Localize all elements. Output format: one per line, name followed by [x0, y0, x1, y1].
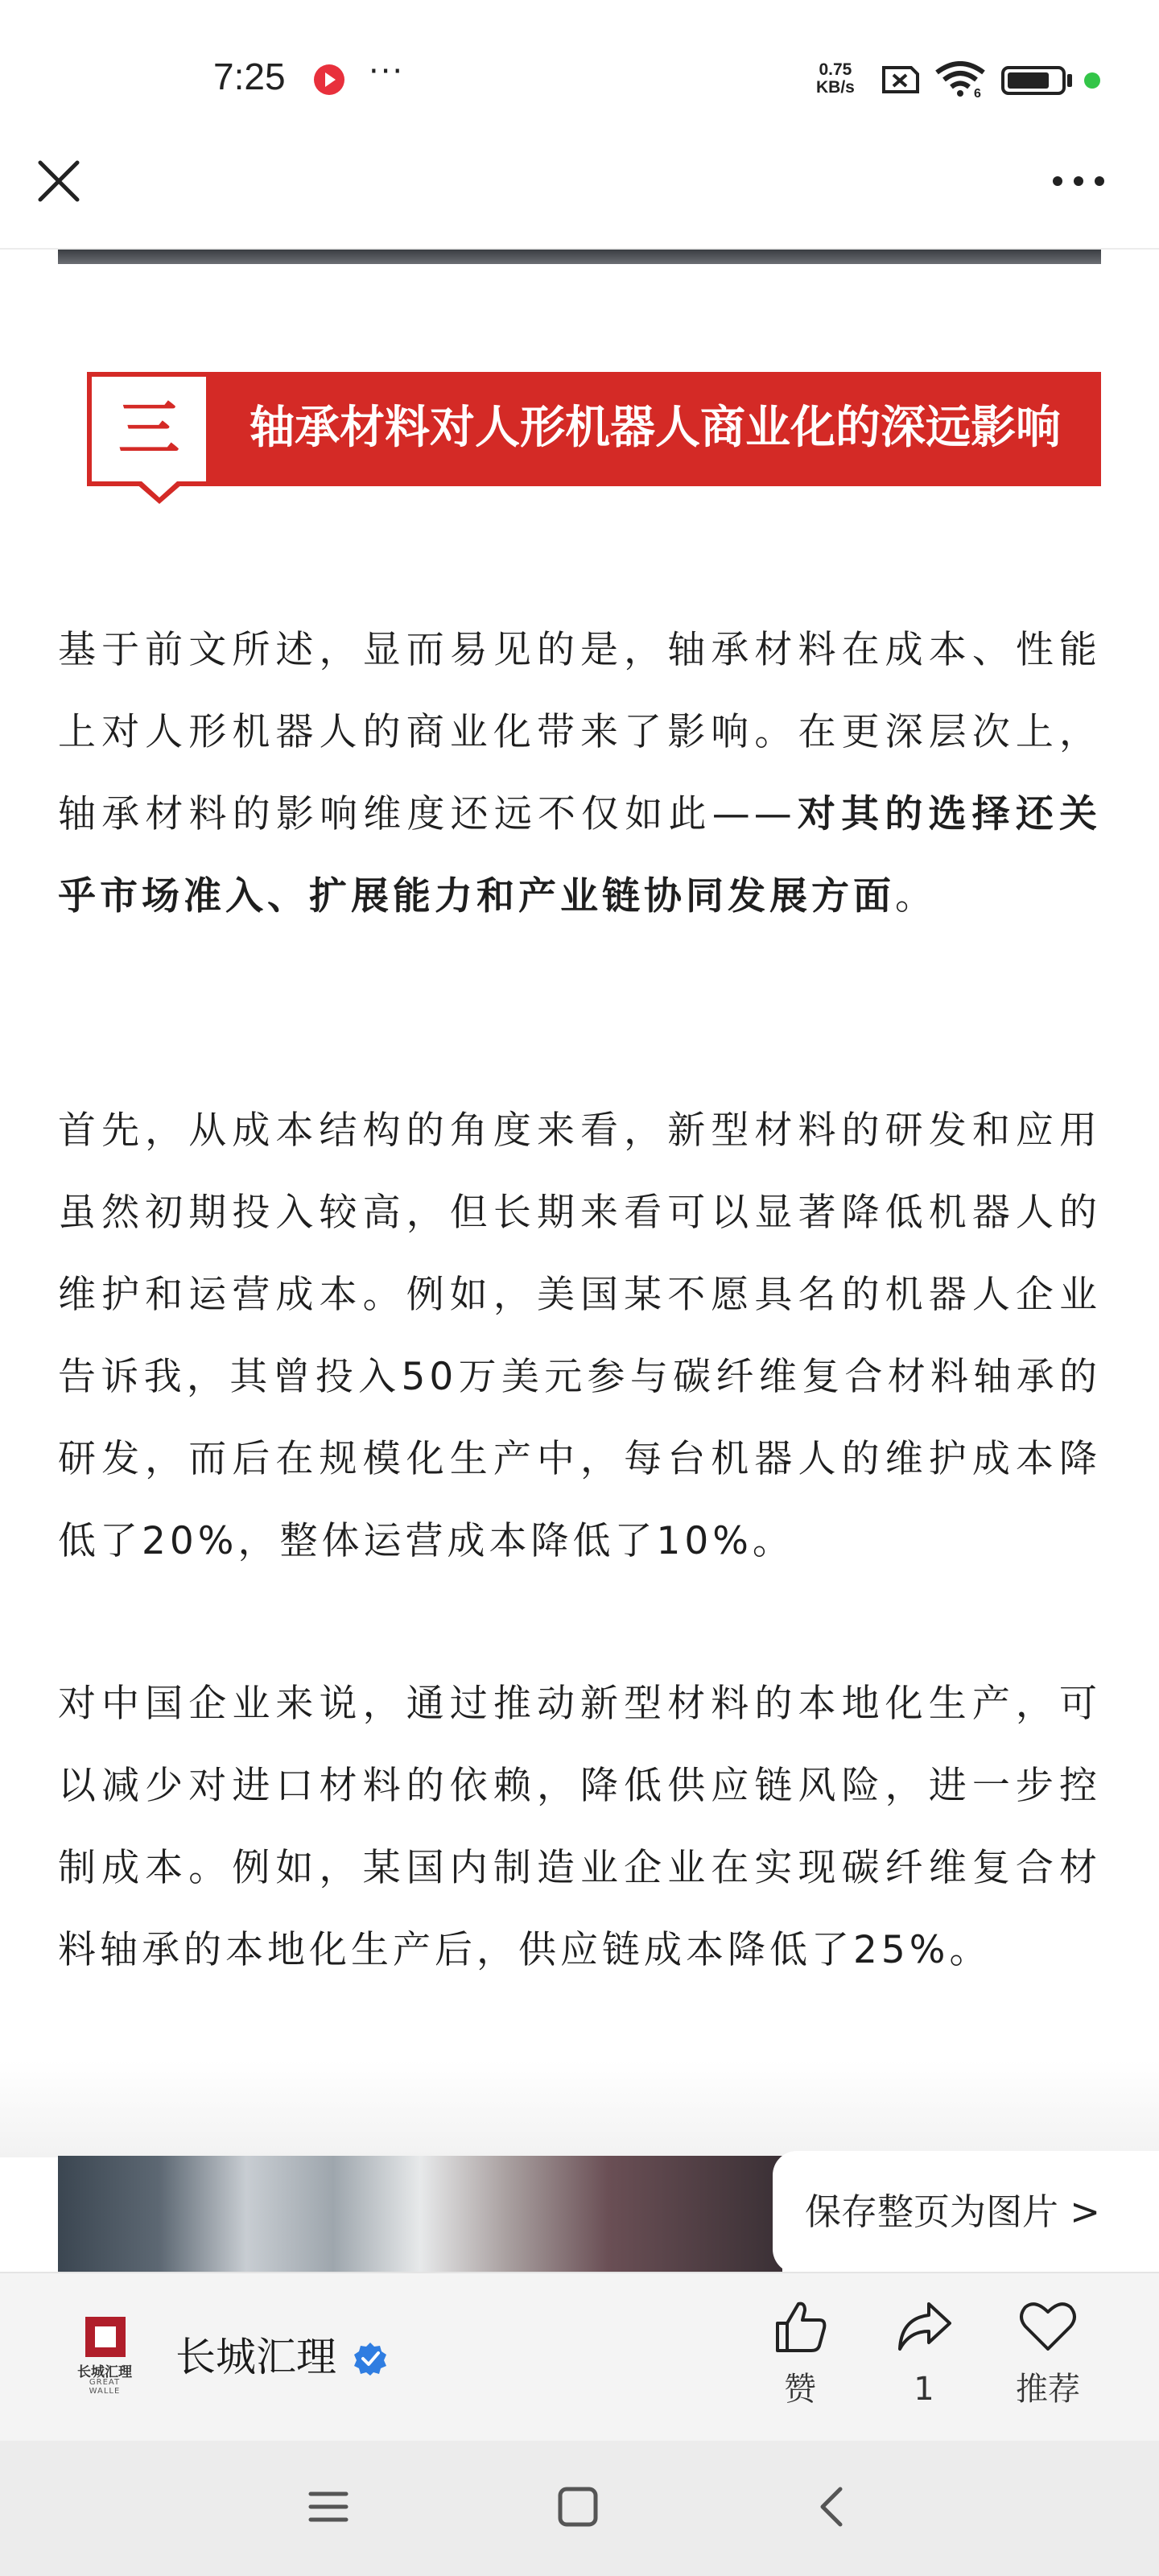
- recent-apps-icon[interactable]: [306, 2484, 351, 2529]
- share-button[interactable]: [868, 2296, 980, 2417]
- svg-text:6: 6: [974, 87, 981, 98]
- more-notifications-icon: ···: [369, 53, 405, 90]
- article-image-top[interactable]: [58, 250, 1101, 264]
- account-name[interactable]: 长城汇理: [175, 2334, 336, 2380]
- share-count: 1: [914, 2371, 934, 2408]
- section-number-box: [87, 372, 211, 486]
- battery-icon: [1001, 66, 1066, 95]
- close-icon[interactable]: [31, 153, 87, 209]
- privacy-indicator-dot: [1084, 72, 1100, 89]
- like-label: 赞: [784, 2371, 816, 2408]
- bottom-action-bar: [0, 2272, 1159, 2441]
- more-horizontal-icon[interactable]: [1046, 161, 1111, 201]
- battery-level: [1008, 72, 1049, 89]
- paragraph-bold-text: 对其的选择还关乎市场准入、扩展能力和产业链协同发展方面: [58, 792, 1102, 919]
- recommend-label: 推荐: [1016, 2371, 1080, 2408]
- logo-text-cn: 长城汇理: [77, 2364, 132, 2380]
- section-number: 三: [118, 393, 179, 464]
- article-paragraph: [58, 609, 1101, 938]
- logo-text-en: GREAT WALLE: [89, 2378, 121, 2396]
- article-image-bottom[interactable]: [58, 2156, 782, 2272]
- network-speed: [816, 61, 855, 97]
- paragraph-end: 。: [895, 874, 937, 919]
- paragraph-text: 基于前文所述，显而易见的是，轴承材料在成本、性能上对人形机器人的商业化带来了影响。在更深层次上，轴承材料的影响维度还远不仅如此——: [58, 628, 1101, 836]
- thumbs-up-icon: [769, 2296, 831, 2357]
- battery-tip: [1067, 74, 1072, 87]
- content-fade: [0, 2061, 1159, 2157]
- account-avatar[interactable]: [74, 2317, 135, 2394]
- save-page-label[interactable]: 保存整页为图片 >: [805, 2190, 1101, 2233]
- screen-record-icon: [314, 64, 344, 95]
- status-bar: [0, 0, 1159, 158]
- no-sim-icon: [881, 64, 921, 95]
- network-speed-value: 0.75: [819, 60, 852, 79]
- heart-icon: [1017, 2296, 1079, 2357]
- like-button[interactable]: [744, 2296, 856, 2417]
- back-icon[interactable]: [810, 2484, 855, 2529]
- recommend-button[interactable]: [992, 2296, 1104, 2417]
- status-time: 7:25: [213, 56, 286, 97]
- logo-icon: [85, 2317, 126, 2357]
- section-pointer-inner: [142, 481, 177, 497]
- section-title: 轴承材料对人形机器人商业化的深远影响: [250, 402, 1061, 454]
- share-icon: [893, 2296, 955, 2357]
- verified-badge-icon: [353, 2341, 388, 2376]
- network-speed-unit: KB/s: [816, 78, 855, 97]
- article-paragraph: 首先，从成本结构的角度来看，新型材料的研发和应用虽然初期投入较高，但长期来看可以显著降低机器人的维护和运营成本。例如，美国某不愿具名的机器人企业告诉我，其曾投入50万美元参与碳纤维复合材料轴承的研发，而后在规模化生产中，每台机器人的维护成本降低了20%，整体运营成本降低了10%。: [58, 1108, 1101, 1563]
- article-paragraph: 对中国企业来说，通过推动新型材料的本地化生产，可以减少对进口材料的依赖，降低供应链风险，进一步控制成本。例如，某国内制造业企业在实现碳纤维复合材料轴承的本地化生产后，供应链成本降低了25%。: [58, 1682, 1101, 1972]
- home-icon[interactable]: [555, 2484, 600, 2529]
- wifi-icon: [934, 61, 987, 98]
